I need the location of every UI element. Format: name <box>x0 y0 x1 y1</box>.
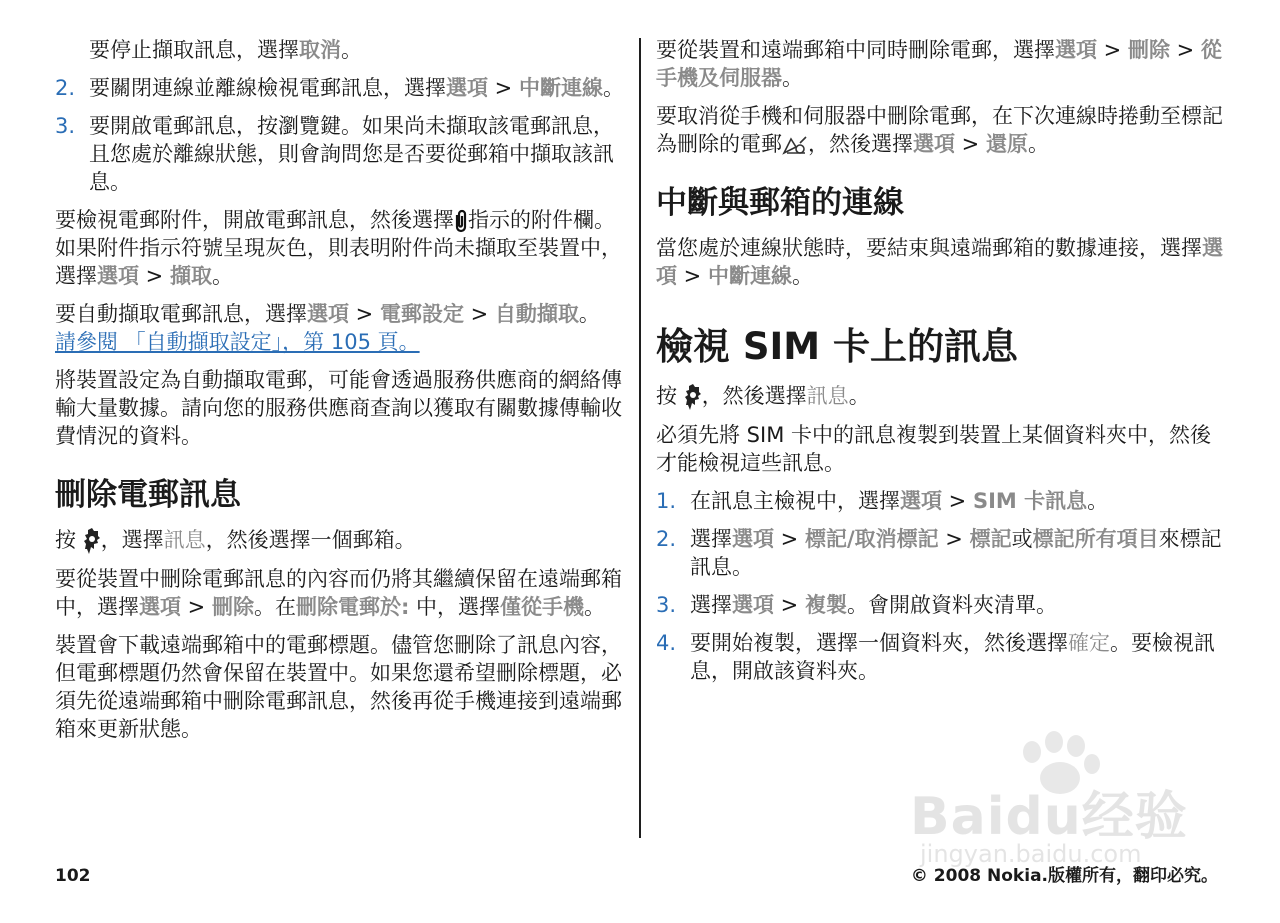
delete-both-paragraph: 要從裝置和遠端郵箱中同時刪除電郵，選擇選項 > 刪除 > 從手機及伺服器。 <box>656 38 1222 90</box>
paperclip-icon <box>454 209 468 233</box>
list-number: 1. <box>656 489 677 513</box>
menu-key-icon <box>83 527 101 555</box>
auto-retrieve-paragraph: 要自動擷取電郵訊息，選擇選項 > 電郵設定 > 自動擷取。 請參閱 「自動擷取設定」，第 105 頁。 <box>55 302 600 354</box>
email-headers-paragraph: 裝置會下載遠端郵箱中的電郵標題。儘管您刪除了訊息內容，但電郵標題仍然會保留在裝置中。如果您還希望刪除標題，必須先從遠端郵箱中刪除電郵訊息，然後再從手機連接到遠端郵箱來更新狀態。 <box>55 633 622 741</box>
watermark-brand: Baidu经验 <box>910 787 1188 847</box>
delete-email-heading: 刪除電郵訊息 <box>55 477 241 513</box>
watermark-url: jingyan.baidu.com <box>920 840 1142 868</box>
stop-retrieve-paragraph: 要停止擷取訊息，選擇取消。 <box>89 38 362 62</box>
list-number: 3. <box>55 114 76 138</box>
disconnect-paragraph: 當您處於連線狀態時，要結束與遠端郵箱的數據連接，選擇選項 > 中斷連線。 <box>656 236 1223 288</box>
copyright: © 2008 Nokia.版權所有，翻印必究。 <box>910 866 1218 886</box>
data-transfer-paragraph: 將裝置設定為自動擷取電郵，可能會透過服務供應商的網絡傳輸大量數據。請向您的服務供應商查詢以獲取有關數據傳輸收費情況的資料。 <box>55 368 622 448</box>
list-item: 2. 選擇選項 > 標記/取消標記 > 標記或標記所有項目來標記訊息。 <box>656 527 1222 579</box>
list-item: 3. 選擇選項 > 複製。會開啟資料夾清單。 <box>656 593 1057 617</box>
delete-from-phone-paragraph: 要從裝置中刪除電郵訊息的內容而仍將其繼續保留在遠端郵箱中，選擇選項 > 刪除。在刪除電郵於: 中，選擇僅從手機。 <box>55 567 622 619</box>
right-column <box>656 36 1226 695</box>
list-number: 2. <box>55 76 76 100</box>
column-divider <box>639 38 641 838</box>
page-number: 102 <box>55 866 91 886</box>
menu-key-icon <box>684 383 702 411</box>
select-mailbox-paragraph: 按 ，選擇訊息，然後選擇一個郵箱。 <box>55 526 625 555</box>
auto-retrieve-settings-link[interactable]: 請參閱 「自動擷取設定」，第 105 頁。 <box>55 330 420 354</box>
deleted-mail-icon <box>782 133 808 157</box>
disconnect-heading: 中斷與郵箱的連線 <box>656 185 904 221</box>
attachment-paragraph: 要檢視電郵附件，開啟電郵訊息，然後選擇 指示的附件欄。如果附件指示符號呈現灰色，則表明附件尚未擷取至裝置中，選擇選項 > 擷取。 <box>55 208 622 288</box>
copy-sim-paragraph: 必須先將 SIM 卡中的訊息複製到裝置上某個資料夾中，然後才能檢視這些訊息。 <box>656 423 1211 475</box>
list-number: 3. <box>656 593 677 617</box>
list-item: 2. 要關閉連線並離線檢視電郵訊息，選擇選項 > 中斷連線。 <box>55 76 624 100</box>
left-column <box>55 36 625 753</box>
list-number: 4. <box>656 631 677 655</box>
list-item: 3. 要開啟電郵訊息，按瀏覽鍵。如果尚未擷取該電郵訊息，且您處於離線狀態，則會詢問您是否要從郵箱中擷取該訊息。 <box>55 114 614 194</box>
list-item: 1. 在訊息主檢視中，選擇選項 > SIM 卡訊息。 <box>656 489 1109 513</box>
list-number: 2. <box>656 527 677 551</box>
undo-delete-paragraph: 要取消從手機和伺服器中刪除電郵，在下次連線時捲動至標記為刪除的電郵 ，然後選擇選項 > 還原。 <box>656 104 1223 156</box>
list-item: 4. 要開始複製，選擇一個資料夾，然後選擇確定。要檢視訊息，開啟該資料夾。 <box>656 631 1215 683</box>
sim-messages-heading: 檢視 SIM 卡上的訊息 <box>656 325 1018 368</box>
select-messages-paragraph: 按 ，然後選擇訊息。 <box>656 382 1226 411</box>
